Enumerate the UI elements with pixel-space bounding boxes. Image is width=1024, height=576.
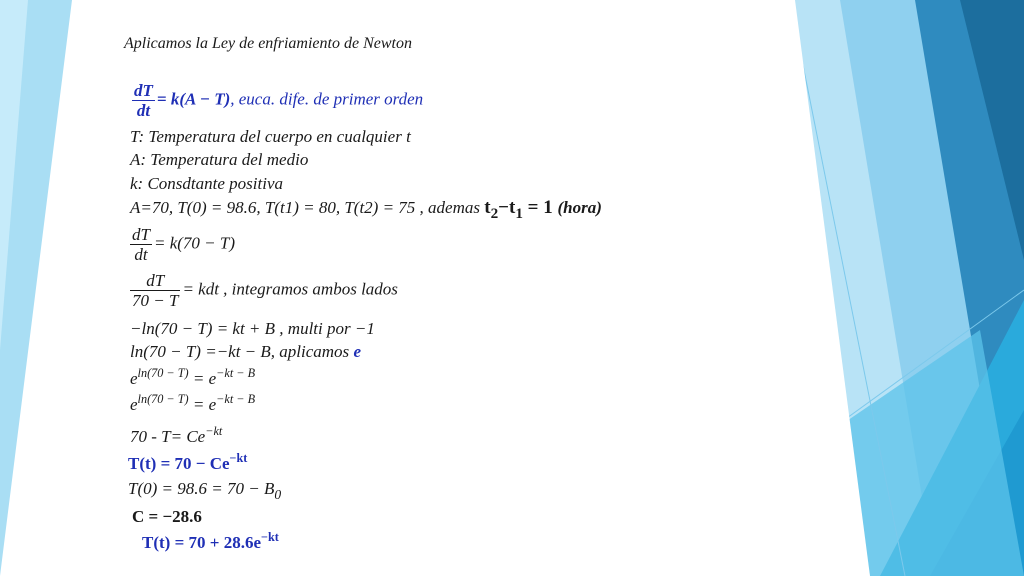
given-data-line	[130, 197, 602, 223]
fraction	[130, 272, 180, 309]
hour-unit: (hora)	[557, 198, 602, 217]
equation-constant-C: C = −28.6	[132, 507, 202, 526]
equation-particular-solution: $T(t) = 70 + 28.6e^{-kt}$	[142, 530, 279, 552]
fraction	[132, 82, 155, 119]
fraction-denominator: dt	[136, 101, 151, 120]
equation-rhs: = kdt , integramos ambos lados	[182, 279, 398, 299]
definition-A: A: Temperatura del medio	[130, 150, 309, 169]
slide-title: Aplicamos la Ley de enfriamiento de Newton	[124, 35, 412, 52]
equation-solve-T: $70 - T= Ce^{-kt}$	[130, 424, 223, 446]
fraction-numerator: dT	[132, 225, 150, 244]
given-values: A=70, T(0) = 98.6, T(t1) = 80, T(t2) = 75 , ademas	[130, 198, 485, 217]
equation-integrated: −ln(70 − T) = kt + B , multi por −1	[130, 319, 375, 338]
fraction	[130, 226, 152, 263]
exponential-e: e	[353, 342, 361, 361]
definition-k: k: Consdtante positiva	[130, 174, 283, 193]
equation-rhs: = k(A − T)	[156, 89, 231, 109]
fraction-denominator: dt	[134, 245, 148, 264]
equation-general-solution: $T(t) = 70 - Ce^{-kt}$	[128, 451, 248, 473]
equation-log-form: ln(70 − T) =−kt − B, aplicamos e	[130, 342, 361, 361]
equation-newton-law	[132, 82, 423, 119]
definition-T: T: Temperatura del cuerpo en cualquier t	[130, 127, 411, 146]
equation-exponentiate-2: $e^{ln(70 - T)} = e^{-kt - B}$	[130, 392, 256, 414]
time-difference: $t_2-t_1 = 1$	[484, 197, 558, 223]
equation-exponentiate-1: $e^{ln(70 - T)} = e^{-kt - B}$	[130, 366, 256, 388]
equation-rhs: = k(70 − T)	[153, 233, 235, 253]
equation-initial-condition: $T(0) = 98.6 = 70 - B_0$	[128, 479, 282, 502]
fraction-numerator: dT	[134, 81, 153, 100]
equation-separated	[130, 272, 398, 309]
equation-note: , euca. dife. de primer orden	[230, 89, 424, 109]
fraction-numerator: dT	[130, 272, 180, 291]
fraction-denominator: 70 − T	[132, 291, 179, 310]
equation-dT-dt	[130, 226, 235, 263]
